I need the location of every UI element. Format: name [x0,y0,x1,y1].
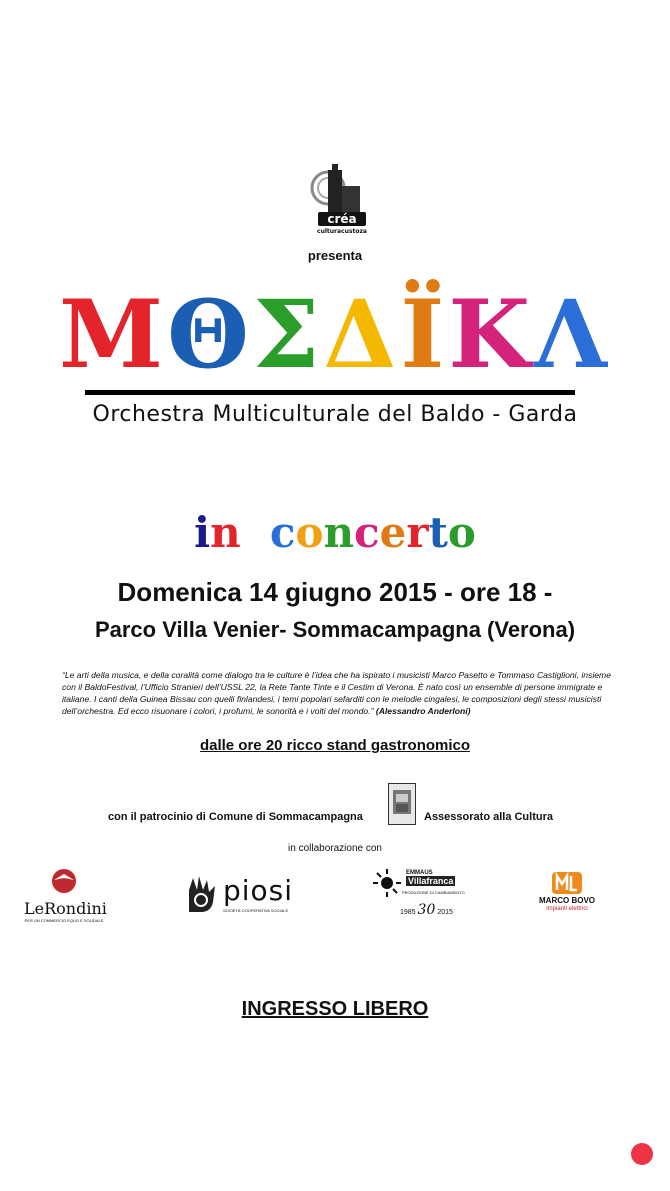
concert-letter: o [295,508,324,557]
title-letter: Μ [59,280,168,390]
marco-bovo-logo [532,866,602,926]
concert-letter: c [354,508,380,557]
concert-letter: c [269,508,296,557]
swallow-icon [24,866,104,896]
concert-letter: e [379,508,407,557]
emmaus-year-start: 1985 [400,909,416,916]
emmaus-subtext: PRODUZIONE DI CAMBIAMENTO [402,890,465,895]
piosi-text: piosi [223,874,294,907]
emmaus-30: 30 [417,902,436,918]
title-letter: Θ [167,280,253,390]
le-rondini-text: LeRondini [24,899,107,918]
event-place: Parco Villa Venier- Sommacampagna (Verona) [94,617,576,642]
event-date: Domenica 14 giugno 2015 - ore 18 - [117,577,553,607]
piosi-logo [185,866,294,926]
concert-letter: i [194,508,211,557]
emmaus-text: EMMAUS [406,870,433,876]
collaboration-label: in collaborazione con [288,843,382,854]
emmaus-logo [372,866,465,926]
concert-letter [241,508,270,557]
mosaika-title [0,280,670,390]
presenta-label: presenta [307,248,363,263]
sun-hand-icon [372,868,402,898]
quote-author: (Alessandro Anderloni) [375,706,471,716]
marco-bovo-subtext: impianti elettrici [546,906,588,912]
patronage-text: con il patrocinio di Comune di Sommacampagna [108,811,363,823]
le-rondini-subtext: PER UN COMMERCIO EQUO E SOLIDALE [24,918,104,923]
title-letter: Δ [323,280,401,390]
title-letter: Λ [534,280,611,390]
title-letter: Κ [448,280,535,390]
title-letter: Σ [252,280,324,390]
crea-logo-text: créa [318,212,366,226]
concert-letter: r [406,508,429,557]
concert-letter: n [210,508,241,557]
orchestra-subtitle: Orchestra Multiculturale del Baldo - Garda [92,402,578,427]
free-entry-notice: INGRESSO LIBERO [241,998,429,1020]
concert-letter: n [323,508,355,557]
assessorato-text: Assessorato alla Cultura [424,811,553,823]
concert-letter: o [447,508,476,557]
food-stand-notice: dalle ore 20 ricco stand gastronomico [199,737,471,754]
concert-letter: t [428,508,448,557]
title-divider [85,390,575,395]
crea-logo-subtext: culturacustoza [317,228,367,235]
le-rondini-logo [24,866,107,926]
quote-text: “Le arti della musica, e della coralità come dialogo tra le culture è l’idea che ha ispirato i musicisti Marco Pasetto e Tommaso Castiglioni, insieme con il BaldoFestival, l’Ufficio Stranieri dell’USSL 22, la Rete Tante Tinte e il Cestim di Verona. È nato così un ensemble di persone immigrate e italiane. I canti della Guinea Bissau con quelli finlandesi, i temi popolari sefarditi con le melodie cingalesi, le composizioni degli stessi musicisti dell’orchestra. Ed ecco risuonare i colori, i profumi, le sonorità e i volti del mondo.” [62,670,611,716]
comune-crest-icon [388,783,416,825]
marco-bovo-text: MARCO BOVO [539,896,595,905]
in-concerto-heading [0,508,670,557]
quote-paragraph [62,669,612,717]
hand-spiral-icon [185,872,219,916]
emmaus-name: Villafranca [408,876,454,886]
title-letter: Ϊ [400,280,449,390]
record-dot-icon[interactable] [631,1143,653,1165]
mb-emblem-icon [550,868,584,896]
emmaus-year-end: 2015 [437,909,453,916]
piosi-subtext: SOCIETÀ COOPERATIVA SOCIALE [223,908,289,913]
